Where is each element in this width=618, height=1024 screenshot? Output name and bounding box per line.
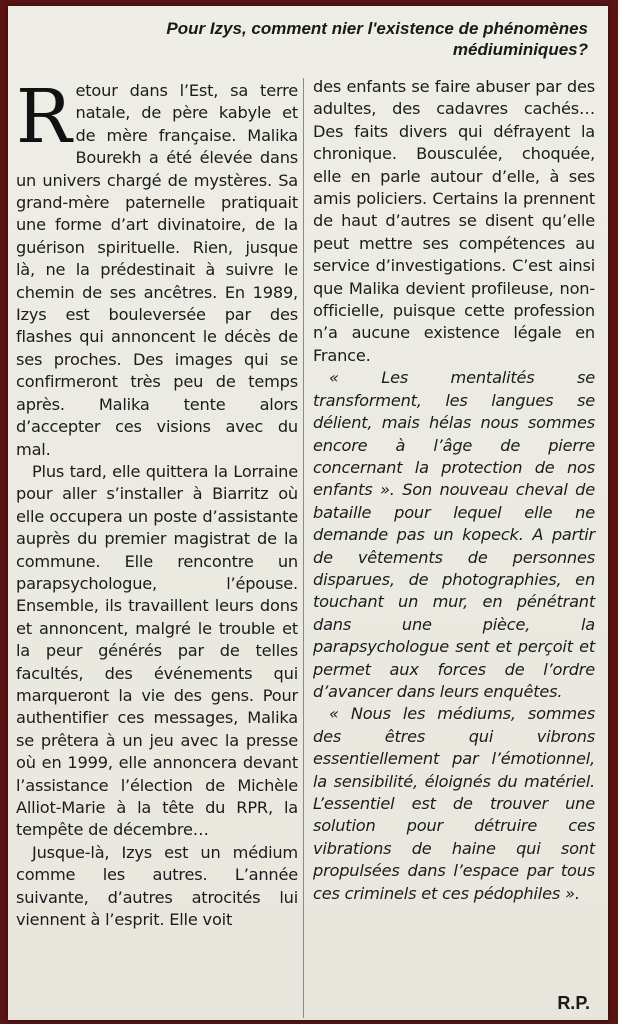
paragraph-intro (16, 74, 298, 461)
paragraph-quote-mentalites: « Les mentalités se transforment, les langues se délient, mais hélas nous sommes encore à l’âge de pierre concernant la protection de nos enfants ». Son nouveau cheval de bataille pour lequel elle ne demande pas un kopeck. A partir de vêtements de personnes disparues, de photographies, en touchant un mur, en pénétrant dans une pièce, la parapsychologue sent et perçoit et permet aux forces de l’ordre d’avancer dans leurs enquêtes. (313, 368, 595, 701)
paragraph-biarritz: Plus tard, elle quittera la Lorraine pour aller s’installer à Biarritz où elle occupera un poste d’assistante auprès du premier magistrat de la commune. Elle rencontre un parapsychologue, l’épouse. Ensemble, ils travaillent leurs dons et annoncent, malgré le trouble et la peur générés par de telles facultés, des événements qui marqueront la vie des gens. Pour authentifier ces messages, Malika se prêtera à un jeu avec la presse où en 1999, elle annoncera devant l’assistance l’élection de Michèle Alliot-Marie à la tête du RPR, la tempête de décembre… (16, 461, 298, 840)
article-right-column (313, 76, 595, 905)
paragraph-intro-text: etour dans l’Est, sa terre natale, de père kabyle et de mère française. Malika Bourekh a été élevée dans un univers chargé de mystères. Sa grand-mère paternelle pratiquait une forme d’art divinatoire, de la guérison spirituelle. Rien, jusque là, ne la prédestinait à suivre le chemin de ses ancêtres. En 1989, Izys est bouleversée par des flashes qui annoncent le décès de ses proches. Des images qui se confirmeront très peu de temps après. Malika tente alors d’accepter ces visions avec du mal. (16, 81, 298, 459)
drop-cap: R (16, 74, 72, 160)
paragraph-profileuse: des enfants se faire abuser par des adultes, des cadavres cachés… Des faits divers qui défrayent la chronique. Bousculée, choquée, elle en parle autour d’elle, à ses amis policiers. Certains la prennent de haut d’autres se disent qu’elle peut mettre ses compétences au service d’investigations. C’est ainsi que Malika devient profileuse, non-officielle, puisque cette profession n’a aucune existence légale en France. (313, 77, 595, 365)
column-divider (303, 78, 304, 1018)
article-left-column (16, 74, 298, 931)
newspaper-clipping (8, 6, 608, 1020)
author-signature: R.P. (557, 993, 590, 1013)
article-headline: Pour Izys, comment nier l'existence de phénomènes médiuminiques? (166, 19, 588, 59)
paragraph-quote-mediums: « Nous les médiums, sommes des êtres qui vibrons essentiellement par l’émotionnel, la sensibilité, éloignés du matériel. L’essentiel est de trouver une solution pour détruire ces vibrations de haine qui sont propulsées dans l’espace par tous ces criminels et ces pédophiles ». (313, 704, 595, 903)
paragraph-visions: Jusque-là, Izys est un médium comme les autres. L’année suivante, d’autres atrocités lui viennent à l’esprit. Elle voit (16, 842, 298, 930)
